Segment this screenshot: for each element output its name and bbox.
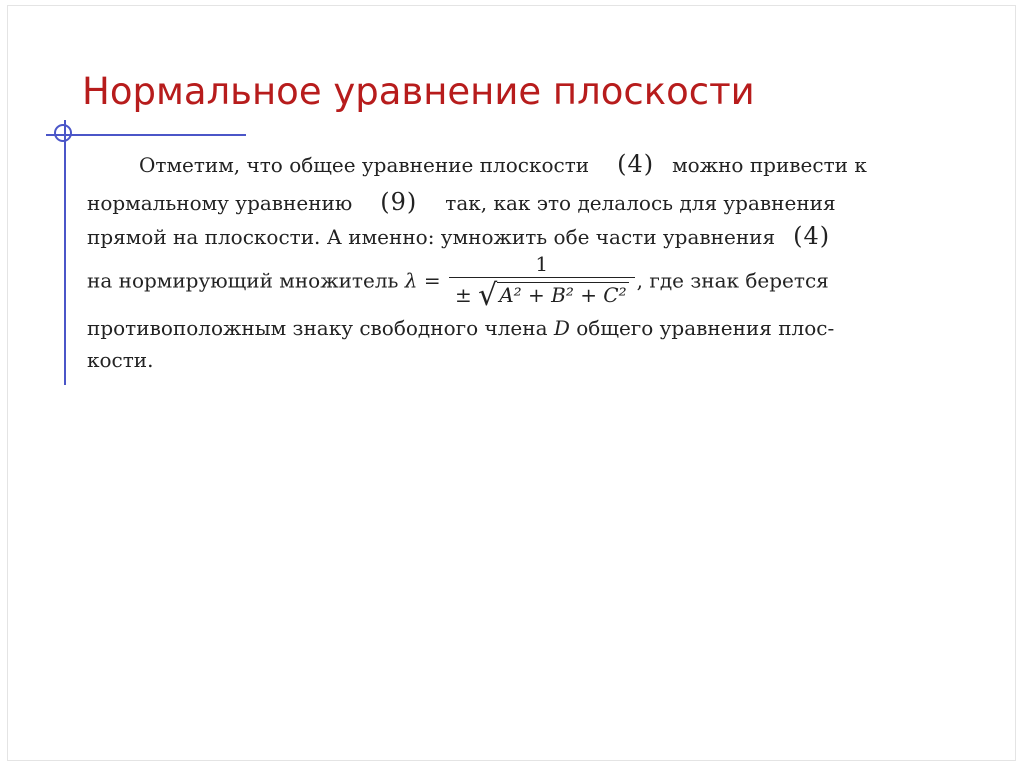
text-line-5 <box>87 314 834 342</box>
fraction-numerator: 1 <box>449 252 635 278</box>
text-span: нормальному уравнению <box>87 191 353 215</box>
text-span: противоположным знаку свободного члена <box>87 316 548 340</box>
radicand: A² + B² + C² <box>499 283 627 307</box>
text-span: на нормирующий множитель <box>87 268 399 293</box>
text-span: Отметим, что общее уравнение плоскости <box>139 153 590 177</box>
equation-ref: (4) <box>617 150 655 178</box>
text-span: прямой на плоскости. А именно: умножить обе части уравнения <box>87 225 776 249</box>
text-line-4 <box>87 252 829 313</box>
equation-ref: (9) <box>380 188 418 216</box>
variable-d: D <box>553 316 570 340</box>
equation-ref: (4) <box>793 222 831 250</box>
fraction-denominator <box>449 278 635 313</box>
decor-vertical-line <box>64 120 66 385</box>
text-span: , где знак берется <box>636 268 829 293</box>
slide-title: Нормальное уравнение плоскости <box>82 70 755 113</box>
text-span: можно привести к <box>672 153 867 177</box>
slide-frame <box>7 5 1016 761</box>
text-span: общего уравнения плос- <box>576 316 835 340</box>
decor-circle <box>54 124 72 142</box>
text-line-3 <box>87 222 830 251</box>
text-line-1 <box>87 150 867 179</box>
decor-horizontal-line <box>46 134 246 136</box>
text-span: так, как это делалось для уравнения <box>445 191 836 215</box>
text-span: кости. <box>87 348 154 372</box>
normalizing-fraction <box>449 252 635 313</box>
plus-minus-sign: ± <box>454 283 472 307</box>
text-line-2 <box>87 188 836 217</box>
sqrt-icon: √ <box>478 278 498 313</box>
lambda-symbol: λ = <box>404 268 441 293</box>
text-line-6 <box>87 346 154 374</box>
